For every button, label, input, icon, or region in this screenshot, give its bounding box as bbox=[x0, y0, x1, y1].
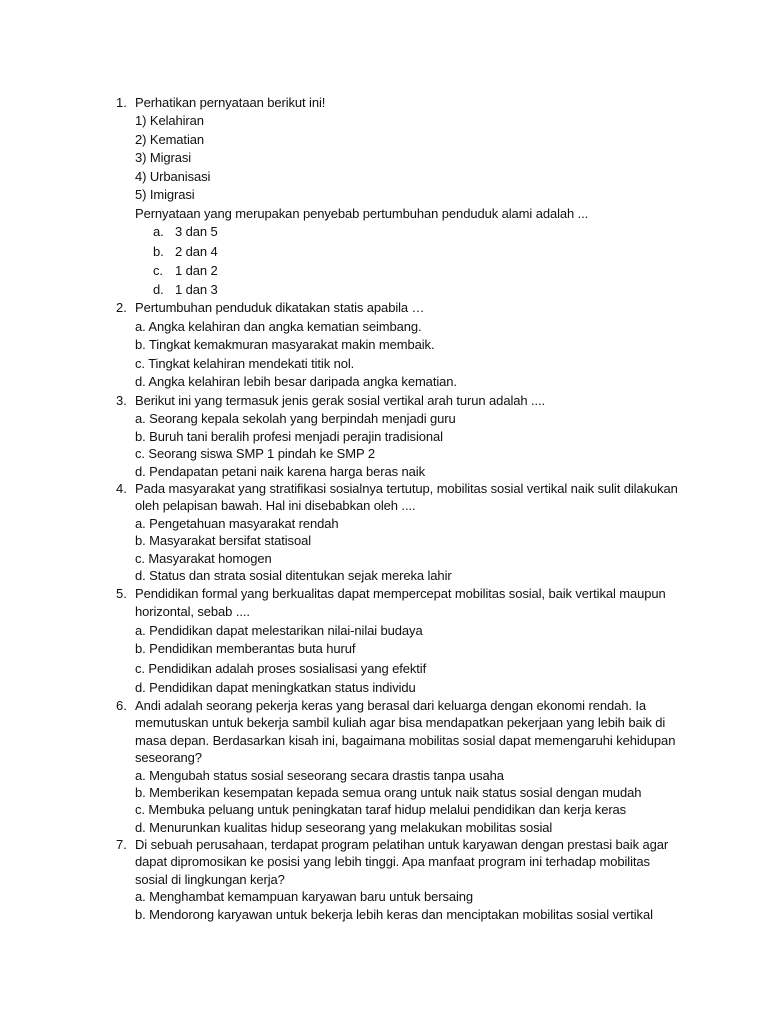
option-text: b. Tingkat kemakmuran masyarakat makin membaik. bbox=[135, 337, 435, 352]
question-number: 7. bbox=[116, 837, 127, 852]
question-stem: oleh pelapisan bawah. Hal ini disebabkan oleh .... bbox=[135, 498, 416, 513]
option-text: c. Masyarakat homogen bbox=[135, 551, 272, 566]
option-letter: a. bbox=[153, 224, 164, 239]
question-prompt: Pernyataan yang merupakan penyebab pertumbuhan penduduk alami adalah ... bbox=[135, 206, 589, 221]
question-stem: Berikut ini yang termasuk jenis gerak sosial vertikal arah turun adalah .... bbox=[135, 393, 546, 408]
option-text: b. Buruh tani beralih profesi menjadi perajin tradisional bbox=[135, 429, 443, 444]
question-stem: Pertumbuhan penduduk dikatakan statis apabila … bbox=[135, 300, 425, 315]
option-text: c. Membuka peluang untuk peningkatan taraf hidup melalui pendidikan dan kerja keras bbox=[135, 802, 627, 817]
question-stem: Di sebuah perusahaan, terdapat program pelatihan untuk karyawan dengan prestasi baik agar bbox=[135, 837, 669, 852]
option-text: a. Angka kelahiran dan angka kematian seimbang. bbox=[135, 319, 422, 334]
option-text: b. Pendidikan memberantas buta huruf bbox=[135, 641, 356, 656]
option-text: a. Mengubah status sosial seseorang secara drastis tanpa usaha bbox=[135, 768, 504, 783]
option-text: 1 dan 2 bbox=[175, 263, 218, 278]
option-text: a. Menghambat kemampuan karyawan baru untuk bersaing bbox=[135, 889, 474, 904]
option-text: d. Angka kelahiran lebih besar daripada angka kematian. bbox=[135, 374, 457, 389]
option-text: 2 dan 4 bbox=[175, 244, 218, 259]
option-text: b. Masyarakat bersifat statisoal bbox=[135, 533, 311, 548]
question-number: 1. bbox=[116, 95, 127, 110]
option-letter: d. bbox=[153, 282, 164, 297]
option-text: 1 dan 3 bbox=[175, 282, 218, 297]
option-text: b. Memberikan kesempatan kepada semua orang untuk naik status sosial dengan mudah bbox=[135, 785, 642, 800]
option-text: a. Pengetahuan masyarakat rendah bbox=[135, 516, 339, 531]
option-text: a. Pendidikan dapat melestarikan nilai-nilai budaya bbox=[135, 623, 423, 638]
statement-item: 1) Kelahiran bbox=[135, 113, 204, 128]
question-stem: sosial di lingkungan kerja? bbox=[135, 872, 285, 887]
question-stem: horizontal, sebab .... bbox=[135, 604, 250, 619]
question-stem: seseorang? bbox=[135, 750, 202, 765]
question-stem: Pendidikan formal yang berkualitas dapat mempercepat mobilitas sosial, baik vertikal maupun bbox=[135, 586, 666, 601]
option-text: a. Seorang kepala sekolah yang berpindah menjadi guru bbox=[135, 411, 456, 426]
statement-item: 2) Kematian bbox=[135, 132, 204, 147]
question-number: 4. bbox=[116, 481, 127, 496]
question-number: 6. bbox=[116, 698, 127, 713]
question-stem: Perhatikan pernyataan berikut ini! bbox=[135, 95, 326, 110]
question-number: 2. bbox=[116, 300, 127, 315]
statement-item: 3) Migrasi bbox=[135, 150, 192, 165]
statement-item: 5) Imigrasi bbox=[135, 187, 195, 202]
question-stem: Pada masyarakat yang stratifikasi sosialnya tertutup, mobilitas sosial vertikal naik sulit dilakukan bbox=[135, 481, 678, 496]
question-stem: Andi adalah seorang pekerja keras yang berasal dari keluarga dengan ekonomi rendah. Ia bbox=[135, 698, 647, 713]
option-text: d. Pendidikan dapat meningkatkan status individu bbox=[135, 680, 416, 695]
option-letter: b. bbox=[153, 244, 164, 259]
question-stem: memutuskan untuk bekerja sambil kuliah agar bisa mendapatkan pekerjaan yang lebih baik di bbox=[135, 715, 666, 730]
option-letter: c. bbox=[153, 263, 163, 278]
question-number: 3. bbox=[116, 393, 127, 408]
option-text: 3 dan 5 bbox=[175, 224, 218, 239]
option-text: c. Tingkat kelahiran mendekati titik nol. bbox=[135, 356, 355, 371]
option-text: c. Seorang siswa SMP 1 pindah ke SMP 2 bbox=[135, 446, 375, 461]
statement-item: 4) Urbanisasi bbox=[135, 169, 211, 184]
option-text: d. Pendapatan petani naik karena harga beras naik bbox=[135, 464, 425, 479]
question-stem: masa depan. Berdasarkan kisah ini, bagaimana mobilitas sosial dapat memengaruhi kehidupan bbox=[135, 733, 676, 748]
option-text: b. Mendorong karyawan untuk bekerja lebih keras dan menciptakan mobilitas sosial vertikal bbox=[135, 907, 653, 922]
question-stem: dapat dipromosikan ke posisi yang lebih tinggi. Apa manfaat program ini terhadap mobilitas bbox=[135, 854, 650, 869]
question-number: 5. bbox=[116, 586, 127, 601]
option-text: d. Menurunkan kualitas hidup seseorang yang melakukan mobilitas sosial bbox=[135, 820, 553, 835]
option-text: c. Pendidikan adalah proses sosialisasi yang efektif bbox=[135, 661, 427, 676]
option-text: d. Status dan strata sosial ditentukan sejak mereka lahir bbox=[135, 568, 452, 583]
